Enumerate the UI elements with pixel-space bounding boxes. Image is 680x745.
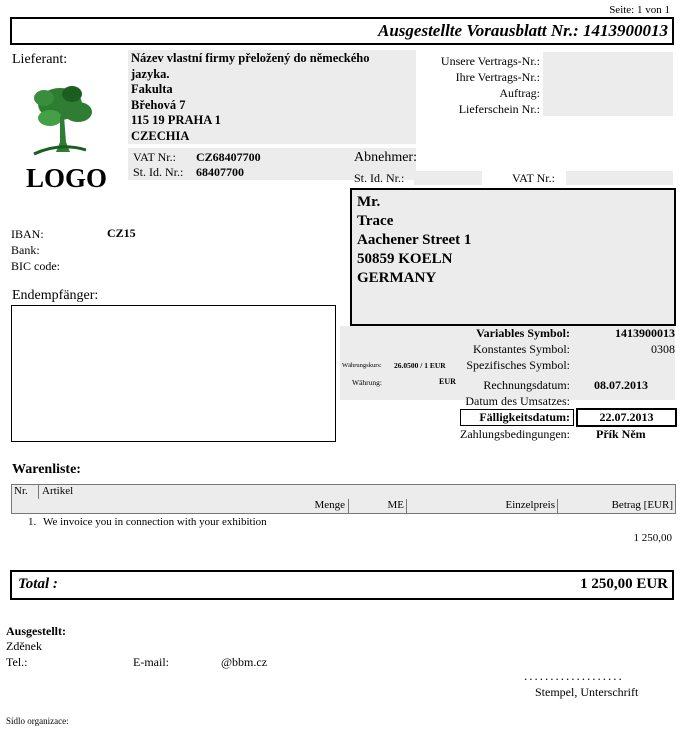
bic-label: BIC code: xyxy=(11,259,60,273)
customer-line1: Mr. xyxy=(357,194,381,210)
col-amount: Betrag [EUR] xyxy=(611,499,673,511)
exchange-rate-label: Währungskurs: xyxy=(342,362,382,369)
item-amount: 1 250,00 xyxy=(633,532,672,544)
iban-value: CZ15 xyxy=(107,226,136,240)
col-unit-price: Einzelpreis xyxy=(505,499,555,511)
tax-date-label: Datum des Umsatzes: xyxy=(465,394,570,408)
items-header-row1 xyxy=(11,484,676,500)
issued-label: Ausgestellt: xyxy=(6,624,66,638)
constant-symbol-value: 0308 xyxy=(651,342,675,356)
due-date-label: Fälligkeitsdatum: xyxy=(479,410,570,424)
end-receiver-label: Endempfänger: xyxy=(12,288,99,303)
supplier-address-line3: 115 19 PRAHA 1 xyxy=(131,113,221,127)
org-seat-label: Sídlo organizace: xyxy=(6,716,69,726)
document-title: Ausgestellte Vorausblatt Nr.: 1413900013 xyxy=(378,21,668,40)
customer-line2: Trace xyxy=(357,213,394,229)
supplier-stid-value: 68407700 xyxy=(196,165,244,179)
supplier-country: CZECHIA xyxy=(131,128,190,143)
supplier-address-line2: Břehová 7 xyxy=(131,97,186,112)
issued-name: Zděnek xyxy=(6,639,42,653)
invoice-date-label: Rechnungsdatum: xyxy=(483,378,570,392)
col-article: Artikel xyxy=(42,485,74,497)
signature-line: ................... xyxy=(524,668,624,683)
supplier-name-line2: jazyka. xyxy=(131,66,170,81)
page-number: Seite: 1 von 1 xyxy=(609,4,670,16)
signature-label: Stempel, Unterschrift xyxy=(535,685,639,699)
customer-address-box xyxy=(350,188,676,326)
delivery-note-label: Lieferschein Nr.: xyxy=(458,102,540,116)
our-contract-label: Unsere Vertrags-Nr.: xyxy=(440,54,540,68)
customer-vat-value xyxy=(566,171,673,185)
col-nr: Nr. xyxy=(14,485,28,497)
exchange-rate-value: 26.0500 / 1 EUR xyxy=(394,361,446,370)
their-contract-label: Ihre Vertrags-Nr.: xyxy=(455,70,540,84)
due-date-value: 22.07.2013 xyxy=(599,410,654,424)
variable-symbol-label: Variables Symbol: xyxy=(476,326,570,340)
supplier-label: Lieferant: xyxy=(12,52,68,67)
supplier-vat-value: CZ68407700 xyxy=(196,150,261,164)
item-nr: 1. xyxy=(28,516,37,528)
issued-email-label: E-mail: xyxy=(133,655,169,669)
customer-stid-value xyxy=(414,171,482,185)
constant-symbol-label: Konstantes Symbol: xyxy=(472,342,570,356)
items-header-row2 xyxy=(11,499,676,514)
title-bar xyxy=(10,17,674,45)
customer-vat-label: VAT Nr.: xyxy=(512,171,555,185)
total-value: 1 250,00 EUR xyxy=(580,576,668,592)
supplier-address-block xyxy=(128,50,416,144)
customer-line3: Aachener Street 1 xyxy=(357,232,472,248)
items-section-title: Warenliste: xyxy=(12,462,81,477)
customer-line5: GERMANY xyxy=(357,270,437,286)
company-logo xyxy=(20,76,120,196)
supplier-stid-label: St. Id. Nr.: xyxy=(133,165,184,179)
customer-label: Abnehmer: xyxy=(354,150,417,165)
end-receiver-box xyxy=(11,305,336,442)
iban-label: IBAN: xyxy=(11,227,44,241)
total-label: Total : xyxy=(18,576,58,592)
order-label: Auftrag: xyxy=(499,86,540,100)
due-date-value-box xyxy=(576,408,677,427)
item-row xyxy=(28,516,267,528)
col-unit: ME xyxy=(387,499,404,511)
customer-stid-label: St. Id. Nr.: xyxy=(354,171,405,185)
total-bar xyxy=(10,570,674,600)
bank-label: Bank: xyxy=(11,243,40,257)
supplier-vat-label: VAT Nr.: xyxy=(133,150,176,164)
invoice-date-value: 08.07.2013 xyxy=(594,378,648,392)
supplier-address-line1: Fakulta xyxy=(131,82,173,96)
customer-line4: 50859 KOELN xyxy=(357,251,453,267)
currency-label: Währung: xyxy=(352,378,382,387)
tree-icon xyxy=(20,76,120,166)
item-text: We invoice you in connection with your exhibition xyxy=(43,516,267,528)
specific-symbol-label: Spezifisches Symbol: xyxy=(466,358,570,372)
reference-labels xyxy=(441,53,540,117)
reference-values-area xyxy=(543,52,673,116)
payment-terms-label: Zahlungsbedingungen: xyxy=(460,427,570,441)
currency-value: EUR xyxy=(439,377,456,386)
payment-terms-value: Přík Něm xyxy=(596,427,646,441)
bank-labels xyxy=(11,226,60,274)
variable-symbol-value: 1413900013 xyxy=(615,326,675,340)
supplier-name-line1: Název vlastní firmy přeložený do německého xyxy=(131,51,370,65)
issued-tel-label: Tel.: xyxy=(6,655,28,669)
issued-email-value: @bbm.cz xyxy=(221,655,268,669)
col-quantity: Menge xyxy=(314,499,345,511)
logo-text: LOGO xyxy=(26,163,108,193)
